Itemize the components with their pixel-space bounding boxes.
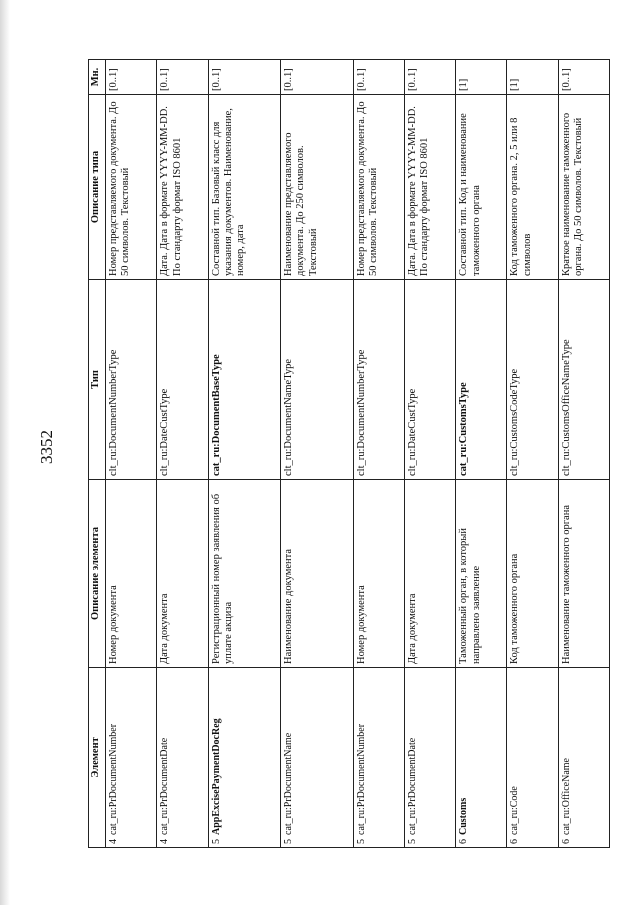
table-row: [558, 60, 609, 848]
element-name: cat_ru:PrDocumentDate: [406, 737, 418, 835]
header-element: Элемент: [89, 668, 106, 848]
cell-element-description: Наименование таможенного органа: [558, 480, 609, 668]
cell-element: [157, 668, 208, 848]
cell-multiplicity: [1]: [507, 60, 558, 95]
table-body: [106, 60, 610, 848]
cell-element: [353, 668, 404, 848]
cell-element-description: Регистрационный номер заявления об уплате акциза: [208, 480, 281, 668]
nesting-level: 6: [509, 839, 521, 844]
cell-multiplicity: [0..1]: [281, 60, 354, 95]
cell-element-description: Код таможенного органа: [507, 480, 558, 668]
element-name: cat_ru:OfficeName: [560, 758, 572, 835]
element-name: Customs: [458, 797, 470, 835]
nesting-level: 6: [458, 839, 470, 844]
cell-element: [456, 668, 507, 848]
element-name: cat_ru:Code: [509, 786, 521, 835]
cell-type-description: Составной тип. Код и наименование таможенного органа: [456, 95, 507, 280]
header-type-description: Описание типа: [89, 95, 106, 280]
scan-edge-shadow: [0, 0, 10, 905]
table-row: [281, 60, 354, 848]
cell-element: [106, 668, 157, 848]
nesting-level: 5: [283, 839, 295, 844]
cell-multiplicity: [0..1]: [353, 60, 404, 95]
header-multiplicity: Мн.: [89, 60, 106, 95]
nesting-level: 6: [560, 839, 572, 844]
cell-element: [404, 668, 455, 848]
cell-type-description: Код таможенного органа. 2, 5 или 8 символов: [507, 95, 558, 280]
table-container: [88, 60, 610, 848]
cell-type: clt_ru:DateCustType: [404, 280, 455, 480]
cell-type-description: Дата. Дата в формате YYYY-MM-DD. По стандарту формат ISO 8601: [157, 95, 208, 280]
element-name: cat_ru:PrDocumentNumber: [355, 723, 367, 835]
cell-type: clt_ru:DateCustType: [157, 280, 208, 480]
cell-type: clt_ru:CustomsOfficeNameType: [558, 280, 609, 480]
table-row: [157, 60, 208, 848]
cell-element: [208, 668, 281, 848]
cell-type-description: Краткое наименование таможенного органа. До 50 символов. Текстовый: [558, 95, 609, 280]
cell-element: [558, 668, 609, 848]
cell-multiplicity: [0..1]: [404, 60, 455, 95]
nesting-level: 4: [108, 839, 119, 844]
element-name: AppExcisePaymentDocReg: [210, 718, 222, 835]
cell-type: cat_ru:DocumentBaseType: [208, 280, 281, 480]
cell-element-description: Номер документа: [106, 480, 157, 668]
cell-type: clt_ru:DocumentNameType: [281, 280, 354, 480]
nesting-level: 5: [355, 839, 367, 844]
header-type: Тип: [89, 280, 106, 480]
table-row: [404, 60, 455, 848]
cell-type-description: Дата. Дата в формате YYYY-MM-DD. По стандарту формат ISO 8601: [404, 95, 455, 280]
cell-element: [281, 668, 354, 848]
table-row: [507, 60, 558, 848]
cell-type: clt_ru:DocumentNumberType: [353, 280, 404, 480]
page-number: 3352: [37, 430, 56, 464]
cell-element-description: Номер документа: [353, 480, 404, 668]
element-name: cat_ru:PrDocumentNumber: [108, 723, 119, 835]
table-header-row: [89, 60, 106, 848]
header-element-description: Описание элемента: [89, 480, 106, 668]
cell-type: clt_ru:DocumentNumberType: [106, 280, 157, 480]
cell-multiplicity: [0..1]: [157, 60, 208, 95]
nesting-level: 5: [406, 839, 418, 844]
cell-element-description: Таможенный орган, в который направлено заявление: [456, 480, 507, 668]
cell-element-description: Дата документа: [157, 480, 208, 668]
table-row: [353, 60, 404, 848]
cell-type-description: Наименование представляемого документа. До 250 символов. Текстовый: [281, 95, 354, 280]
cell-multiplicity: [0..1]: [208, 60, 281, 95]
table-row: [106, 60, 157, 848]
cell-type: clt_ru:CustomsCodeType: [507, 280, 558, 480]
cell-multiplicity: [1]: [456, 60, 507, 95]
table-row: [456, 60, 507, 848]
rotated-table-frame: [88, 60, 610, 848]
cell-type-description: Составной тип. Базовый класс для указания документов. Наименование, номер, дата: [208, 95, 281, 280]
cell-element: [507, 668, 558, 848]
cell-type: cat_ru:CustomsType: [456, 280, 507, 480]
element-name: cat_ru:PrDocumentName: [283, 732, 295, 835]
cell-type-description: Номер представляемого документа. До 50 символов. Текстовый: [353, 95, 404, 280]
nesting-level: 5: [210, 839, 222, 844]
element-name: cat_ru:PrDocumentDate: [159, 737, 171, 835]
cell-element-description: Наименование документа: [281, 480, 354, 668]
cell-multiplicity: [0..1]: [106, 60, 157, 95]
table-row: [208, 60, 281, 848]
cell-multiplicity: [0..1]: [558, 60, 609, 95]
nesting-level: 4: [159, 839, 171, 844]
schema-table: [88, 59, 610, 848]
cell-element-description: Дата документа: [404, 480, 455, 668]
cell-type-description: Номер представляемого документа. До 50 символов. Текстовый: [106, 95, 157, 280]
